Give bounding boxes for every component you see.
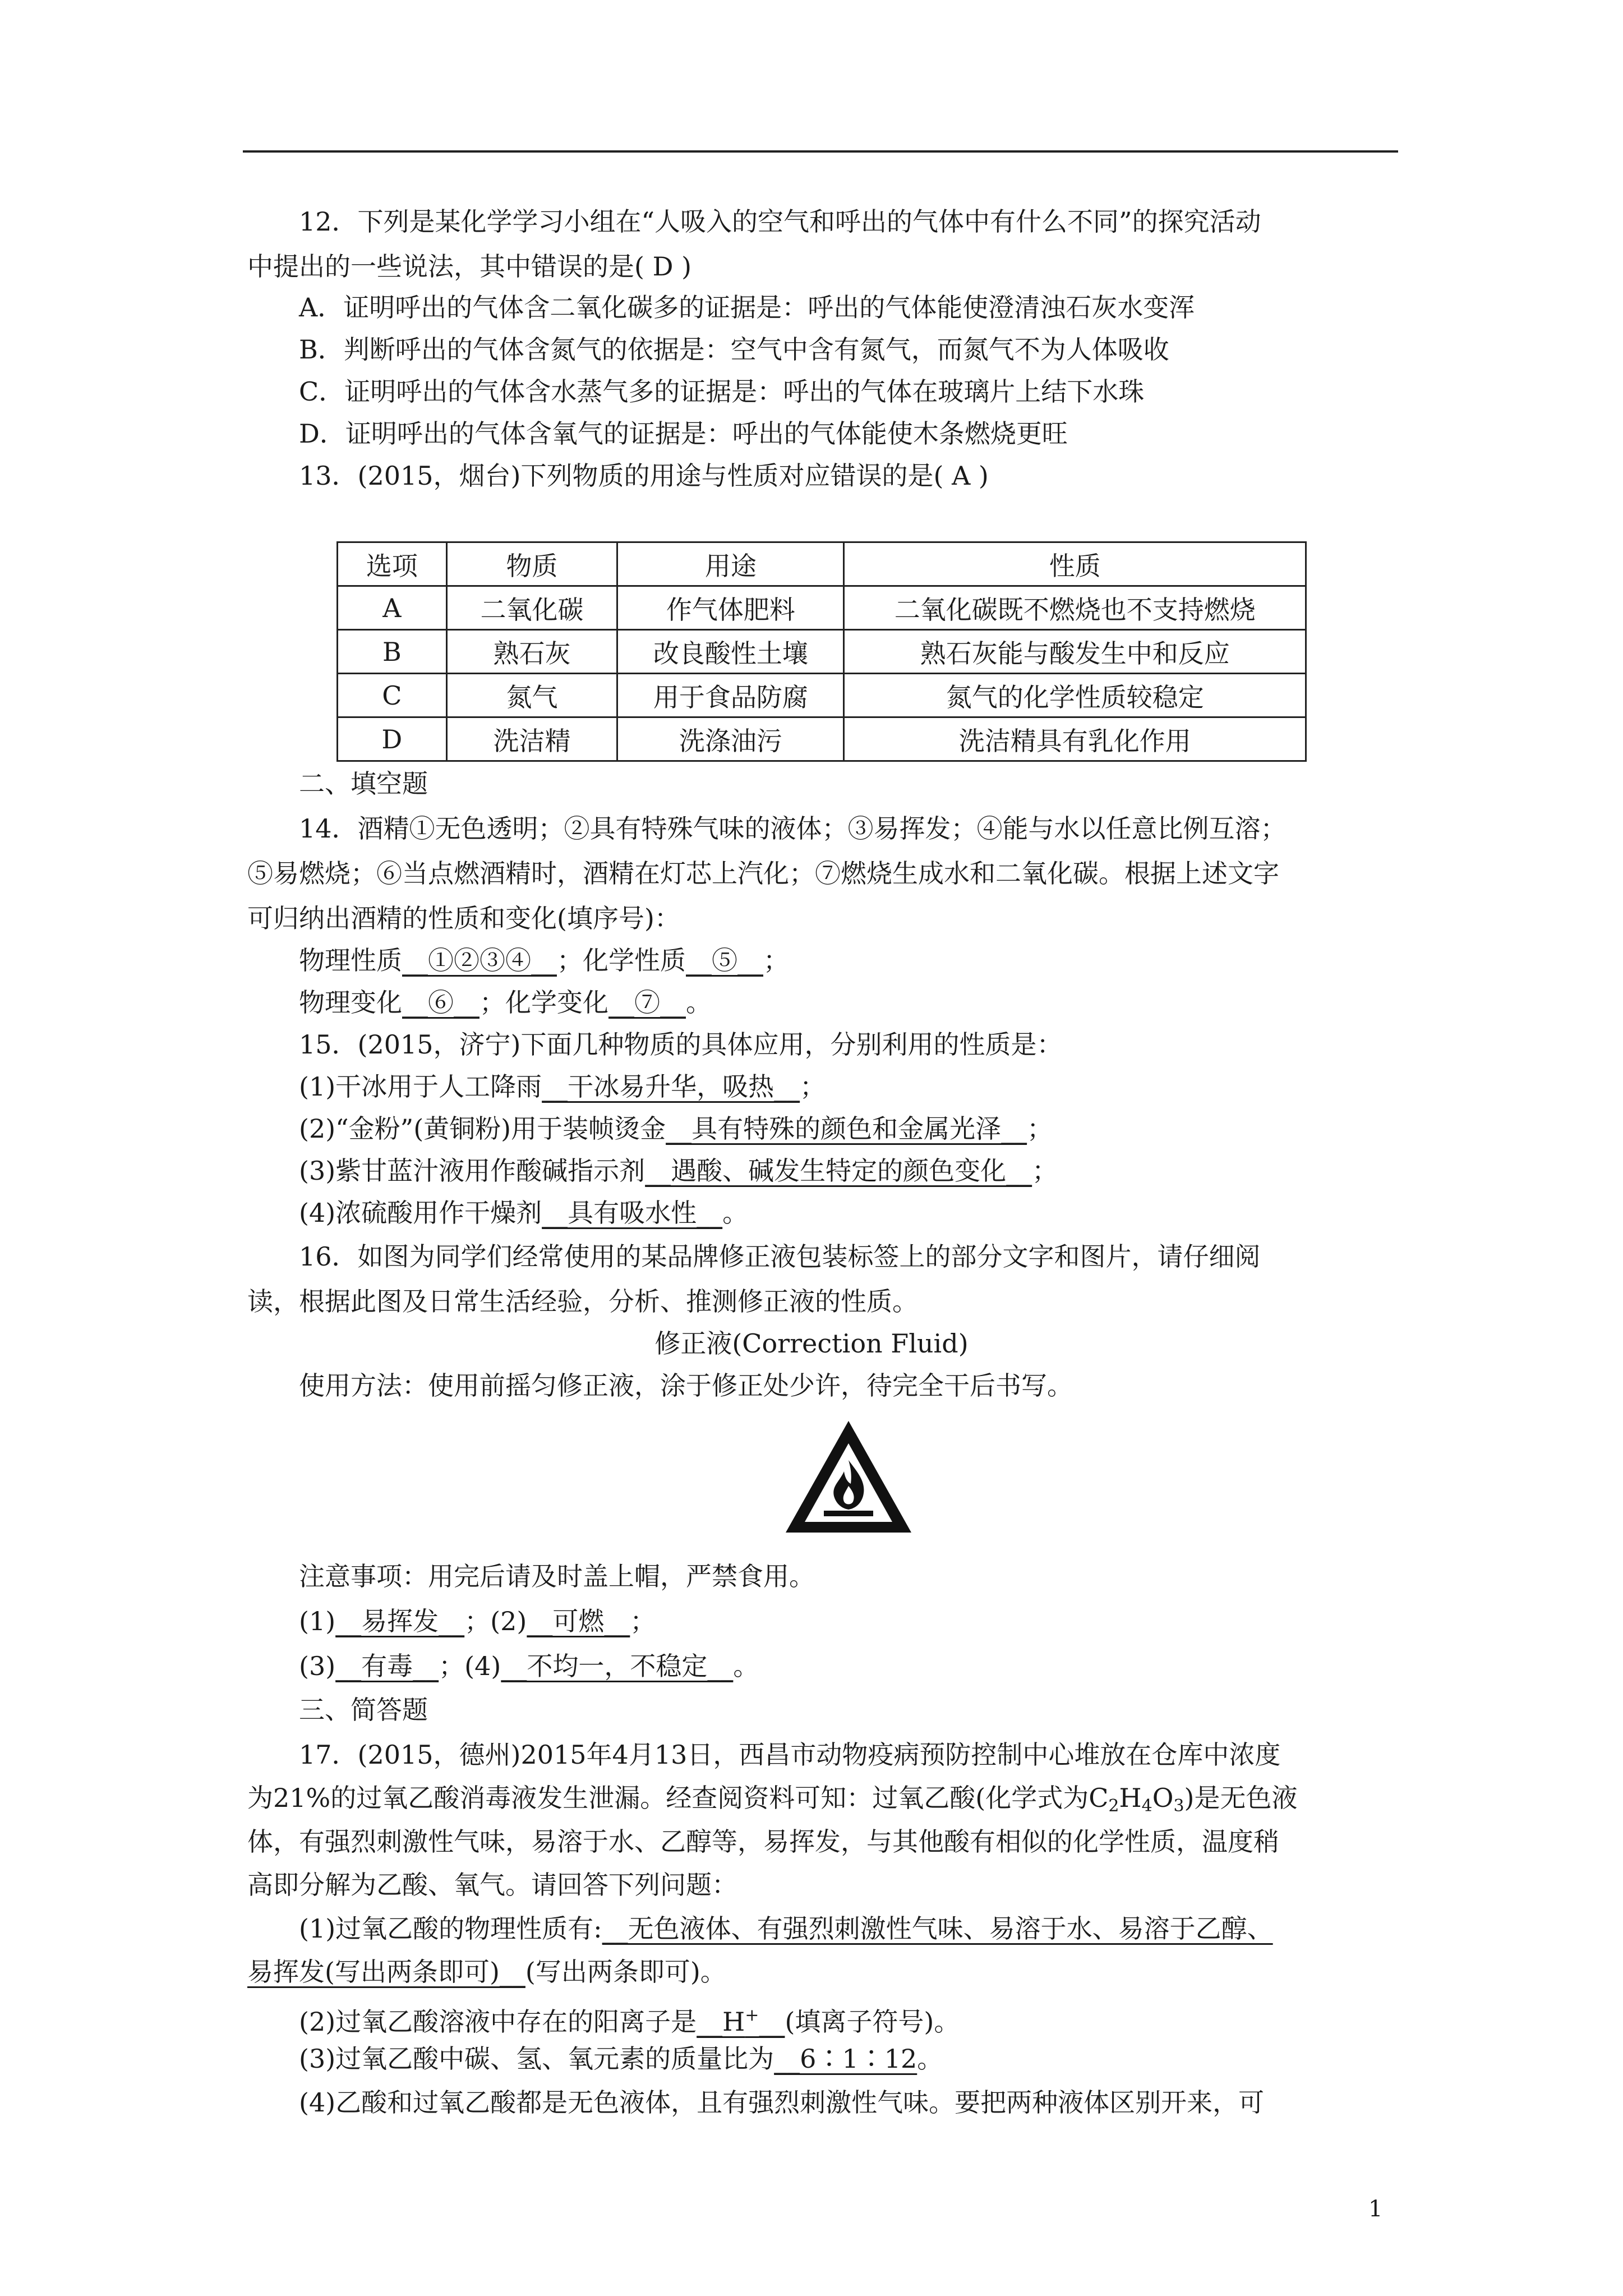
q14-answer-chemical-change: __⑦__	[608, 987, 686, 1018]
q15-item-3: (3)紫甘蓝汁液用作酸碱指示剂__遇酸、碱发生特定的颜色变化__；	[299, 1156, 1058, 1186]
q12-option-a: A．证明呼出的气体含二氧化碳多的证据是：呼出的气体能使澄清浊石灰水变浑	[299, 292, 1195, 323]
q15-item-1: (1)干冰用于人工降雨__干冰易升华，吸热__；	[299, 1071, 826, 1102]
q16-answer-2: __可燃__	[527, 1606, 630, 1636]
q13-stem: 13．(2015，烟台)下列物质的用途与性质对应错误的是( A )	[299, 461, 989, 491]
table-cell: 二氧化碳	[446, 586, 617, 630]
table-cell: B	[338, 630, 447, 674]
page-number: 1	[1368, 2196, 1383, 2222]
q14-answer-physical-change: __⑥__	[402, 987, 479, 1018]
table-cell: 氮气的化学性质较稳定	[844, 674, 1306, 717]
table-cell: D	[338, 717, 447, 761]
section-heading-fill: 二、填空题	[299, 769, 428, 799]
q16-answer-3: __有毒__	[335, 1651, 439, 1681]
label-usage: 使用方法：使用前摇匀修正液，涂于修正处少许，待完全干后书写。	[299, 1370, 1073, 1401]
table-cell: 洗洁精具有乳化作用	[844, 717, 1306, 761]
table-cell: 氮气	[446, 674, 617, 717]
q16-answers-1-2: (1)__易挥发__；(2)__可燃__；	[299, 1606, 656, 1636]
q16-answer-4: __不均一，不稳定__	[501, 1651, 734, 1681]
table-cell: 洗洁精	[446, 717, 617, 761]
q15-answer-4: __具有吸水性__	[542, 1198, 723, 1228]
q12-option-d: D．证明呼出的气体含氧气的证据是：呼出的气体能使木条燃烧更旺	[299, 418, 1068, 449]
q17-answer-2: __H+__	[697, 2005, 785, 2037]
q17-part-1: (1)过氧乙酸的物理性质有:__无色液体、有强烈刺激性气味、易溶于水、易溶于乙醇、	[299, 1913, 1273, 1944]
table-header-cell: 选项	[338, 542, 447, 586]
table-cell: 二氧化碳既不燃烧也不支持燃烧	[844, 586, 1306, 630]
q17-line3: 体，有强烈刺激性气味，易溶于水、乙醇等，易挥发，与其他酸有相似的化学性质，温度稍	[247, 1826, 1279, 1857]
q12-line2: 中提出的一些说法，其中错误的是( D )	[247, 251, 692, 282]
q12-option-c: C．证明呼出的气体含水蒸气多的证据是：呼出的气体在玻璃片上结下水珠	[299, 376, 1145, 407]
table-cell: 熟石灰能与酸发生中和反应	[844, 630, 1306, 674]
q12-option-b: B．判断呼出的气体含氮气的依据是：空气中含有氮气，而氮气不为人体吸收	[299, 334, 1169, 365]
q14-answer-physical-property: __①②③④__	[402, 945, 557, 976]
q16-line2: 读，根据此图及日常生活经验，分析、推测修正液的性质。	[247, 1286, 918, 1317]
table-header-row	[338, 542, 1306, 586]
q15-answer-1: __干冰易升华，吸热__	[542, 1071, 800, 1102]
q17-part-1-cont: 易挥发(写出两条即可)__(写出两条即可)。	[247, 1957, 726, 1987]
q17-line4: 高即分解为乙酸、氧气。请回答下列问题：	[247, 1870, 737, 1900]
table-row	[338, 674, 1306, 717]
q14-line1: 14．酒精①无色透明；②具有特殊气味的液体；③易挥发；④能与水以任意比例互溶；	[299, 813, 1287, 844]
section-heading-short-answer: 三、简答题	[299, 1695, 428, 1725]
q17-answer-3: __6∶1∶12	[774, 2044, 917, 2074]
q15-stem: 15．(2015，济宁)下面几种物质的具体应用，分别利用的性质是：	[299, 1029, 1063, 1060]
q15-answer-2: __具有特殊的颜色和金属光泽__	[666, 1114, 1027, 1144]
q12-line1: 12．下列是某化学学习小组在“人吸入的空气和呼出的气体中有什么不同”的探究活动	[299, 206, 1261, 237]
q15-answer-3: __遇酸、碱发生特定的颜色变化__	[645, 1156, 1032, 1186]
table-cell: 用于食品防腐	[617, 674, 844, 717]
q17-part-4: (4)乙酸和过氧乙酸都是无色液体，且有强烈刺激性气味。要把两种液体区别开来，可	[299, 2087, 1265, 2118]
q14-changes: 物理变化__⑥__；化学变化__⑦__。	[299, 987, 712, 1018]
q14-line3: 可归纳出酒精的性质和变化(填序号)：	[247, 903, 680, 933]
label-notice: 注意事项：用完后请及时盖上帽，严禁食用。	[299, 1561, 815, 1591]
q16-answers-3-4: (3)__有毒__；(4)__不均一，不稳定__。	[299, 1651, 759, 1681]
table-header-cell: 物质	[446, 542, 617, 586]
q14-answer-chemical-property: __⑤__	[686, 945, 763, 976]
q17-answer-1b: 易挥发(写出两条即可)__	[247, 1957, 525, 1987]
q17-line2: 为21%的过氧乙酸消毒液发生泄漏。经查阅资料可知：过氧乙酸(化学式为$C_2H_4O_3$)是无色液	[247, 1783, 1298, 1816]
table-row	[338, 586, 1306, 630]
table-cell: A	[338, 586, 447, 630]
q14-properties: 物理性质__①②③④__；化学性质__⑤__；	[299, 945, 789, 976]
q14-line2: ⑤易燃烧；⑥当点燃酒精时，酒精在灯芯上汽化；⑦燃烧生成水和二氧化碳。根据上述文字	[247, 858, 1279, 889]
flammable-warning-icon	[781, 1416, 916, 1537]
q15-item-4: (4)浓硫酸用作干燥剂__具有吸水性__。	[299, 1198, 749, 1228]
q15-item-2: (2)“金粉”(黄铜粉)用于装帧烫金__具有特殊的颜色和金属光泽__；	[299, 1114, 1053, 1144]
q17-part-3: (3)过氧乙酸中碳、氢、氧元素的质量比为__6∶1∶12。	[299, 2044, 943, 2074]
table-header-cell: 用途	[617, 542, 844, 586]
header-rule	[243, 150, 1398, 153]
table-header-cell: 性质	[844, 542, 1306, 586]
table-cell: 改良酸性土壤	[617, 630, 844, 674]
table-cell: 熟石灰	[446, 630, 617, 674]
q17-line1: 17．(2015，德州)2015年4月13日，西昌市动物疫病预防控制中心堆放在仓库中浓度	[299, 1740, 1281, 1770]
q12-answer: D	[644, 251, 682, 282]
table-row	[338, 630, 1306, 674]
table-cell: 作气体肥料	[617, 586, 844, 630]
chemical-formula: $C_2H_4O_3$	[1089, 1783, 1184, 1816]
q17-part-2: (2)过氧乙酸溶液中存在的阳离子是__H+__(填离子符号)。	[299, 2005, 960, 2037]
q16-answer-1: __易挥发__	[335, 1606, 465, 1636]
q16-line1: 16．如图为同学们经常使用的某品牌修正液包装标签上的部分文字和图片，请仔细阅	[299, 1241, 1261, 1272]
table-cell: 洗涤油污	[617, 717, 844, 761]
table-row	[338, 717, 1306, 761]
q13-answer: A	[943, 461, 979, 491]
label-title: 修正液(Correction Fluid)	[654, 1328, 969, 1359]
table-cell: C	[338, 674, 447, 717]
q17-answer-1a: __无色液体、有强烈刺激性气味、易溶于水、易溶于乙醇、	[602, 1913, 1273, 1944]
q13-table	[336, 541, 1307, 762]
